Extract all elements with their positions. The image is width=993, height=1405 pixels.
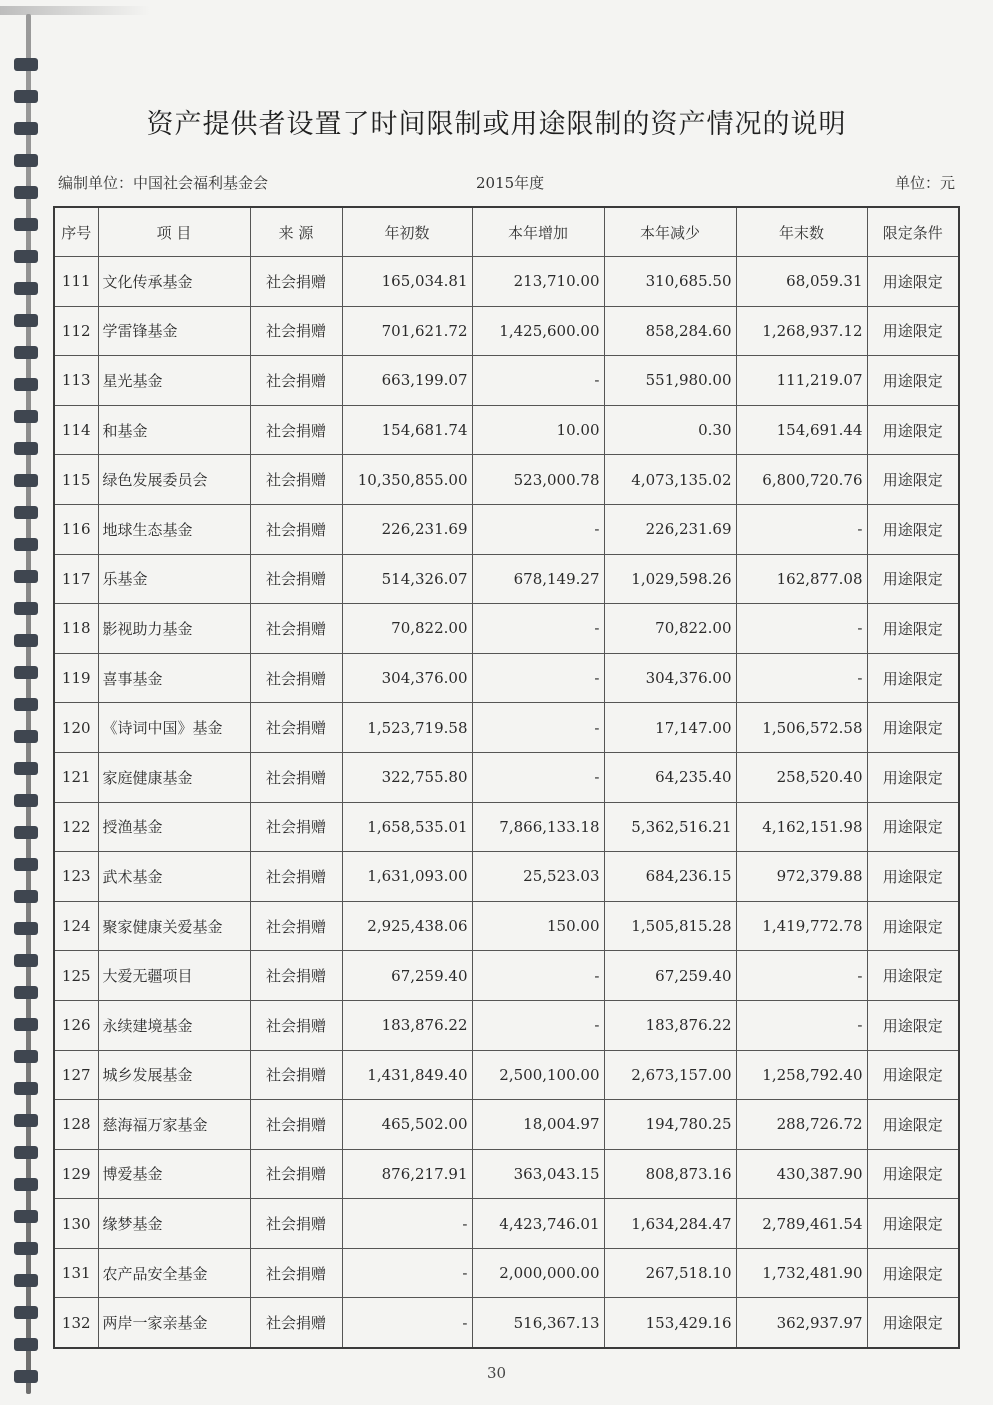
cell-increase: 2,500,100.00 (472, 1050, 604, 1100)
table-row (54, 1199, 959, 1249)
cell-seq: 129 (54, 1149, 98, 1199)
cell-item: 城乡发展基金 (98, 1050, 250, 1100)
binding-ring (14, 506, 38, 519)
document-title: 资产提供者设置了时间限制或用途限制的资产情况的说明 (146, 109, 847, 140)
cell-end: - (736, 504, 867, 554)
cell-source: 社会捐赠 (250, 604, 342, 654)
cell-source: 社会捐赠 (250, 1149, 342, 1199)
cell-item: 星光基金 (98, 356, 250, 406)
cell-begin: 154,681.74 (342, 405, 472, 455)
binding-ring (14, 378, 38, 391)
cell-end: - (736, 604, 867, 654)
cell-increase: 2,000,000.00 (472, 1248, 604, 1298)
cell-item: 大爱无疆项目 (98, 951, 250, 1001)
cell-condition: 用途限定 (867, 901, 959, 951)
header-condition: 限定条件 (867, 207, 959, 257)
cell-begin: 67,259.40 (342, 951, 472, 1001)
cell-decrease: 1,505,815.28 (604, 901, 736, 951)
header-end: 年末数 (736, 207, 867, 257)
cell-decrease: 858,284.60 (604, 306, 736, 356)
cell-begin: - (342, 1248, 472, 1298)
cell-seq: 126 (54, 1000, 98, 1050)
cell-begin: 514,326.07 (342, 554, 472, 604)
cell-source: 社会捐赠 (250, 1100, 342, 1150)
table-row (54, 306, 959, 356)
binding-ring (14, 1146, 38, 1159)
cell-end: 972,379.88 (736, 852, 867, 902)
cell-seq: 113 (54, 356, 98, 406)
cell-increase: 516,367.13 (472, 1298, 604, 1348)
cell-item: 两岸一家亲基金 (98, 1298, 250, 1348)
cell-decrease: 2,673,157.00 (604, 1050, 736, 1100)
table-row (54, 405, 959, 455)
cell-condition: 用途限定 (867, 1149, 959, 1199)
cell-end: 1,258,792.40 (736, 1050, 867, 1100)
binding-ring (14, 762, 38, 775)
binding-ring (14, 922, 38, 935)
binding-ring (14, 1306, 38, 1319)
cell-begin: 226,231.69 (342, 504, 472, 554)
cell-item: 家庭健康基金 (98, 752, 250, 802)
table-row (54, 802, 959, 852)
cell-source: 社会捐赠 (250, 257, 342, 307)
cell-condition: 用途限定 (867, 604, 959, 654)
cell-condition: 用途限定 (867, 257, 959, 307)
table-row (54, 752, 959, 802)
cell-end: 2,789,461.54 (736, 1199, 867, 1249)
table-row (54, 356, 959, 406)
binding-ring (14, 1018, 38, 1031)
cell-increase: 18,004.97 (472, 1100, 604, 1150)
binding-ring (14, 474, 38, 487)
cell-increase: - (472, 951, 604, 1001)
cell-begin: 304,376.00 (342, 653, 472, 703)
binding-ring (14, 1178, 38, 1191)
cell-seq: 122 (54, 802, 98, 852)
cell-increase: - (472, 653, 604, 703)
binding-ring (14, 1210, 38, 1223)
cell-end: 162,877.08 (736, 554, 867, 604)
header-decrease: 本年减少 (604, 207, 736, 257)
binding-ring (14, 282, 38, 295)
cell-seq: 117 (54, 554, 98, 604)
cell-condition: 用途限定 (867, 455, 959, 505)
cell-increase: 10.00 (472, 405, 604, 455)
cell-end: 6,800,720.76 (736, 455, 867, 505)
cell-begin: 2,925,438.06 (342, 901, 472, 951)
cell-condition: 用途限定 (867, 1199, 959, 1249)
cell-end: - (736, 1000, 867, 1050)
cell-increase: 150.00 (472, 901, 604, 951)
cell-decrease: 4,073,135.02 (604, 455, 736, 505)
scan-edge-strip (0, 6, 150, 15)
cell-condition: 用途限定 (867, 1298, 959, 1348)
table-row (54, 1248, 959, 1298)
cell-end: 1,506,572.58 (736, 703, 867, 753)
page-number: 30 (486, 1364, 507, 1382)
cell-seq: 123 (54, 852, 98, 902)
cell-condition: 用途限定 (867, 951, 959, 1001)
cell-item: 博爱基金 (98, 1149, 250, 1199)
cell-seq: 112 (54, 306, 98, 356)
cell-seq: 116 (54, 504, 98, 554)
cell-source: 社会捐赠 (250, 752, 342, 802)
cell-seq: 127 (54, 1050, 98, 1100)
binding-ring (14, 1082, 38, 1095)
binding-ring (14, 442, 38, 455)
cell-source: 社会捐赠 (250, 455, 342, 505)
cell-seq: 111 (54, 257, 98, 307)
cell-item: 缘梦基金 (98, 1199, 250, 1249)
binding-ring (14, 186, 38, 199)
cell-condition: 用途限定 (867, 703, 959, 753)
binding-ring (14, 1114, 38, 1127)
cell-condition: 用途限定 (867, 1100, 959, 1150)
table-header-row (54, 207, 959, 257)
binding-ring (14, 954, 38, 967)
cell-condition: 用途限定 (867, 653, 959, 703)
cell-source: 社会捐赠 (250, 1000, 342, 1050)
cell-item: 农产品安全基金 (98, 1248, 250, 1298)
cell-seq: 121 (54, 752, 98, 802)
table-row (54, 554, 959, 604)
cell-condition: 用途限定 (867, 504, 959, 554)
table-row (54, 1298, 959, 1348)
binding-ring (14, 314, 38, 327)
cell-condition: 用途限定 (867, 1050, 959, 1100)
cell-decrease: 17,147.00 (604, 703, 736, 753)
cell-end: 1,732,481.90 (736, 1248, 867, 1298)
restricted-assets-table (53, 206, 960, 1349)
cell-seq: 114 (54, 405, 98, 455)
cell-condition: 用途限定 (867, 306, 959, 356)
cell-item: 聚家健康关爱基金 (98, 901, 250, 951)
header-begin: 年初数 (342, 207, 472, 257)
cell-begin: 1,631,093.00 (342, 852, 472, 902)
cell-decrease: 70,822.00 (604, 604, 736, 654)
binding-ring (14, 1050, 38, 1063)
cell-source: 社会捐赠 (250, 1248, 342, 1298)
cell-source: 社会捐赠 (250, 901, 342, 951)
cell-seq: 120 (54, 703, 98, 753)
header-seq: 序号 (54, 207, 98, 257)
table-row (54, 1100, 959, 1150)
binding-ring (14, 154, 38, 167)
cell-source: 社会捐赠 (250, 852, 342, 902)
binding-ring (14, 410, 38, 423)
year-label: 2015年度 (476, 174, 545, 192)
cell-item: 喜事基金 (98, 653, 250, 703)
table-row (54, 703, 959, 753)
cell-decrease: 808,873.16 (604, 1149, 736, 1199)
cell-seq: 115 (54, 455, 98, 505)
table-row (54, 901, 959, 951)
cell-item: 影视助力基金 (98, 604, 250, 654)
cell-increase: - (472, 1000, 604, 1050)
binding-ring (14, 698, 38, 711)
cell-source: 社会捐赠 (250, 653, 342, 703)
binding-ring (14, 218, 38, 231)
cell-decrease: 267,518.10 (604, 1248, 736, 1298)
cell-begin: 1,523,719.58 (342, 703, 472, 753)
cell-decrease: 183,876.22 (604, 1000, 736, 1050)
cell-increase: 213,710.00 (472, 257, 604, 307)
cell-seq: 128 (54, 1100, 98, 1150)
binding-ring (14, 346, 38, 359)
cell-item: 武术基金 (98, 852, 250, 902)
header-source: 来 源 (250, 207, 342, 257)
table-row (54, 1149, 959, 1199)
unit-label: 单位：元 (894, 174, 955, 192)
binding-ring (14, 794, 38, 807)
cell-begin: 465,502.00 (342, 1100, 472, 1150)
binding-ring (14, 1338, 38, 1351)
cell-decrease: 5,362,516.21 (604, 802, 736, 852)
ring-binding (0, 0, 40, 1405)
cell-increase: - (472, 356, 604, 406)
table-row (54, 504, 959, 554)
cell-condition: 用途限定 (867, 802, 959, 852)
cell-source: 社会捐赠 (250, 554, 342, 604)
cell-end: - (736, 951, 867, 1001)
cell-begin: - (342, 1199, 472, 1249)
cell-end: 154,691.44 (736, 405, 867, 455)
cell-decrease: 1,029,598.26 (604, 554, 736, 604)
cell-begin: 663,199.07 (342, 356, 472, 406)
cell-item: 绿色发展委员会 (98, 455, 250, 505)
cell-increase: 4,423,746.01 (472, 1199, 604, 1249)
cell-decrease: 1,634,284.47 (604, 1199, 736, 1249)
cell-end: 1,419,772.78 (736, 901, 867, 951)
cell-seq: 124 (54, 901, 98, 951)
cell-end: - (736, 653, 867, 703)
cell-item: 和基金 (98, 405, 250, 455)
cell-increase: - (472, 703, 604, 753)
cell-end: 1,268,937.12 (736, 306, 867, 356)
cell-end: 288,726.72 (736, 1100, 867, 1150)
binding-ring (14, 634, 38, 647)
cell-source: 社会捐赠 (250, 356, 342, 406)
binding-ring (14, 1242, 38, 1255)
table-row (54, 653, 959, 703)
cell-source: 社会捐赠 (250, 1050, 342, 1100)
cell-condition: 用途限定 (867, 405, 959, 455)
binding-ring (14, 602, 38, 615)
cell-increase: 1,425,600.00 (472, 306, 604, 356)
cell-item: 文化传承基金 (98, 257, 250, 307)
cell-source: 社会捐赠 (250, 1298, 342, 1348)
cell-end: 258,520.40 (736, 752, 867, 802)
cell-seq: 119 (54, 653, 98, 703)
cell-item: 慈海福万家基金 (98, 1100, 250, 1150)
cell-decrease: 304,376.00 (604, 653, 736, 703)
cell-increase: 363,043.15 (472, 1149, 604, 1199)
cell-increase: - (472, 504, 604, 554)
cell-seq: 131 (54, 1248, 98, 1298)
cell-decrease: 0.30 (604, 405, 736, 455)
table-row (54, 1050, 959, 1100)
header-increase: 本年增加 (472, 207, 604, 257)
cell-seq: 118 (54, 604, 98, 654)
cell-item: 永续建境基金 (98, 1000, 250, 1050)
table-row (54, 455, 959, 505)
cell-source: 社会捐赠 (250, 802, 342, 852)
cell-decrease: 153,429.16 (604, 1298, 736, 1348)
binding-ring (14, 570, 38, 583)
cell-begin: 876,217.91 (342, 1149, 472, 1199)
cell-source: 社会捐赠 (250, 1199, 342, 1249)
cell-end: 111,219.07 (736, 356, 867, 406)
cell-source: 社会捐赠 (250, 405, 342, 455)
cell-begin: 70,822.00 (342, 604, 472, 654)
cell-decrease: 310,685.50 (604, 257, 736, 307)
cell-condition: 用途限定 (867, 752, 959, 802)
cell-item: 《诗词中国》基金 (98, 703, 250, 753)
cell-decrease: 551,980.00 (604, 356, 736, 406)
header-item: 项 目 (98, 207, 250, 257)
cell-seq: 130 (54, 1199, 98, 1249)
table-row (54, 951, 959, 1001)
cell-begin: 10,350,855.00 (342, 455, 472, 505)
binding-ring (14, 1274, 38, 1287)
cell-increase: 7,866,133.18 (472, 802, 604, 852)
cell-increase: - (472, 752, 604, 802)
cell-condition: 用途限定 (867, 1248, 959, 1298)
table-row (54, 604, 959, 654)
cell-begin: 165,034.81 (342, 257, 472, 307)
binding-ring (14, 250, 38, 263)
cell-source: 社会捐赠 (250, 951, 342, 1001)
cell-item: 学雷锋基金 (98, 306, 250, 356)
table-row (54, 1000, 959, 1050)
cell-source: 社会捐赠 (250, 306, 342, 356)
cell-end: 68,059.31 (736, 257, 867, 307)
cell-seq: 132 (54, 1298, 98, 1348)
binding-ring (14, 58, 38, 71)
cell-condition: 用途限定 (867, 852, 959, 902)
cell-end: 430,387.90 (736, 1149, 867, 1199)
cell-item: 乐基金 (98, 554, 250, 604)
cell-begin: 183,876.22 (342, 1000, 472, 1050)
table-row (54, 852, 959, 902)
cell-end: 4,162,151.98 (736, 802, 867, 852)
cell-increase: 678,149.27 (472, 554, 604, 604)
cell-begin: 1,658,535.01 (342, 802, 472, 852)
cell-item: 地球生态基金 (98, 504, 250, 554)
cell-item: 授渔基金 (98, 802, 250, 852)
cell-decrease: 67,259.40 (604, 951, 736, 1001)
binding-ring (14, 538, 38, 551)
cell-source: 社会捐赠 (250, 703, 342, 753)
binding-ring (14, 890, 38, 903)
cell-begin: 322,755.80 (342, 752, 472, 802)
table-row (54, 257, 959, 307)
cell-condition: 用途限定 (867, 554, 959, 604)
binding-ring (14, 666, 38, 679)
binding-ring (14, 858, 38, 871)
cell-begin: 701,621.72 (342, 306, 472, 356)
cell-increase: 523,000.78 (472, 455, 604, 505)
cell-increase: - (472, 604, 604, 654)
cell-decrease: 684,236.15 (604, 852, 736, 902)
cell-source: 社会捐赠 (250, 504, 342, 554)
cell-begin: - (342, 1298, 472, 1348)
cell-seq: 125 (54, 951, 98, 1001)
cell-decrease: 194,780.25 (604, 1100, 736, 1150)
cell-increase: 25,523.03 (472, 852, 604, 902)
cell-condition: 用途限定 (867, 1000, 959, 1050)
cell-end: 362,937.97 (736, 1298, 867, 1348)
binding-ring (14, 730, 38, 743)
cell-decrease: 226,231.69 (604, 504, 736, 554)
org-label: 编制单位：中国社会福利基金会 (58, 174, 269, 192)
binding-ring (14, 826, 38, 839)
cell-begin: 1,431,849.40 (342, 1050, 472, 1100)
cell-decrease: 64,235.40 (604, 752, 736, 802)
cell-condition: 用途限定 (867, 356, 959, 406)
binding-ring (14, 986, 38, 999)
